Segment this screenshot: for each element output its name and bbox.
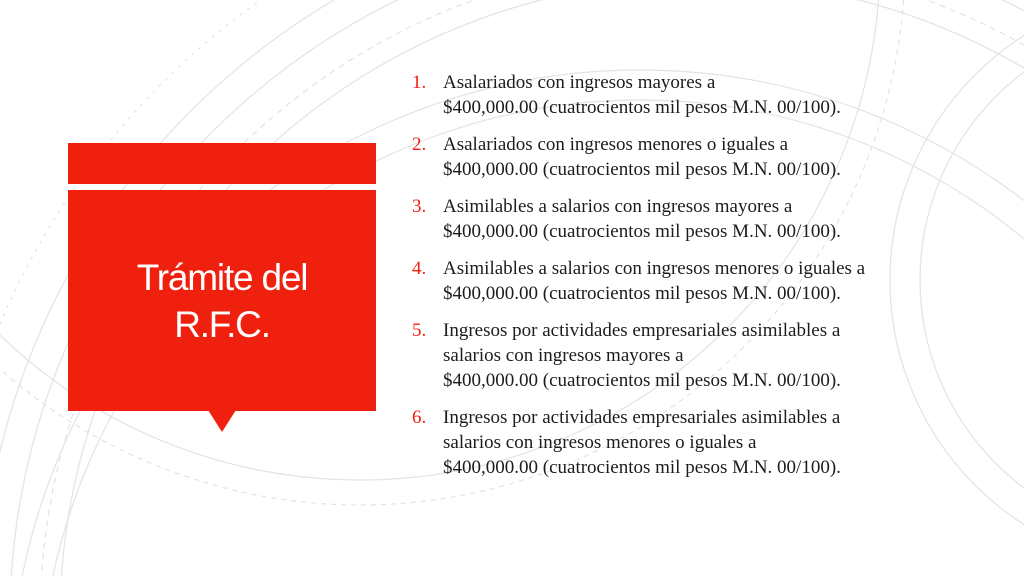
numbered-list xyxy=(412,70,1012,492)
list-item-text: Asimilables a salarios con ingresos mayores a $400,000.00 (cuatrocientos mil pesos M.N. 00/100). xyxy=(443,196,841,242)
list-item-text: Asimilables a salarios con ingresos menores o iguales a $400,000.00 (cuatrocientos mil pesos M.N. 00/100). xyxy=(443,258,866,304)
list-item xyxy=(412,194,1012,244)
list-item xyxy=(412,256,1012,306)
list-item-number: 4. xyxy=(412,258,427,279)
title-box xyxy=(68,190,376,411)
list-item xyxy=(412,132,1012,182)
list-item-text: Asalariados con ingresos menores o iguales a $400,000.00 (cuatrocientos mil pesos M.N. 00/100). xyxy=(443,134,841,180)
accent-bar xyxy=(68,143,376,184)
title-pointer xyxy=(208,410,236,432)
list-item-number: 3. xyxy=(412,196,427,217)
list-item-text: Asalariados con ingresos mayores a $400,000.00 (cuatrocientos mil pesos M.N. 00/100). xyxy=(443,72,841,118)
list-item-number: 1. xyxy=(412,72,427,93)
list-item-number: 5. xyxy=(412,320,427,341)
list-item-text: Ingresos por actividades empresariales asimilables a salarios con ingresos menores o iguales a $400,000.00 (cuatrocientos mil pesos M.N. 00/100). xyxy=(443,407,841,478)
list-item-number: 6. xyxy=(412,407,427,428)
list-item xyxy=(412,318,1012,393)
slide-title: Trámite del R.F.C. xyxy=(136,256,308,345)
list-item xyxy=(412,405,1012,480)
list-item-number: 2. xyxy=(412,134,427,155)
list-item-text: Ingresos por actividades empresariales asimilables a salarios con ingresos mayores a $400,000.00 (cuatrocientos mil pesos M.N. 00/100). xyxy=(443,320,841,391)
list-item xyxy=(412,70,1012,120)
